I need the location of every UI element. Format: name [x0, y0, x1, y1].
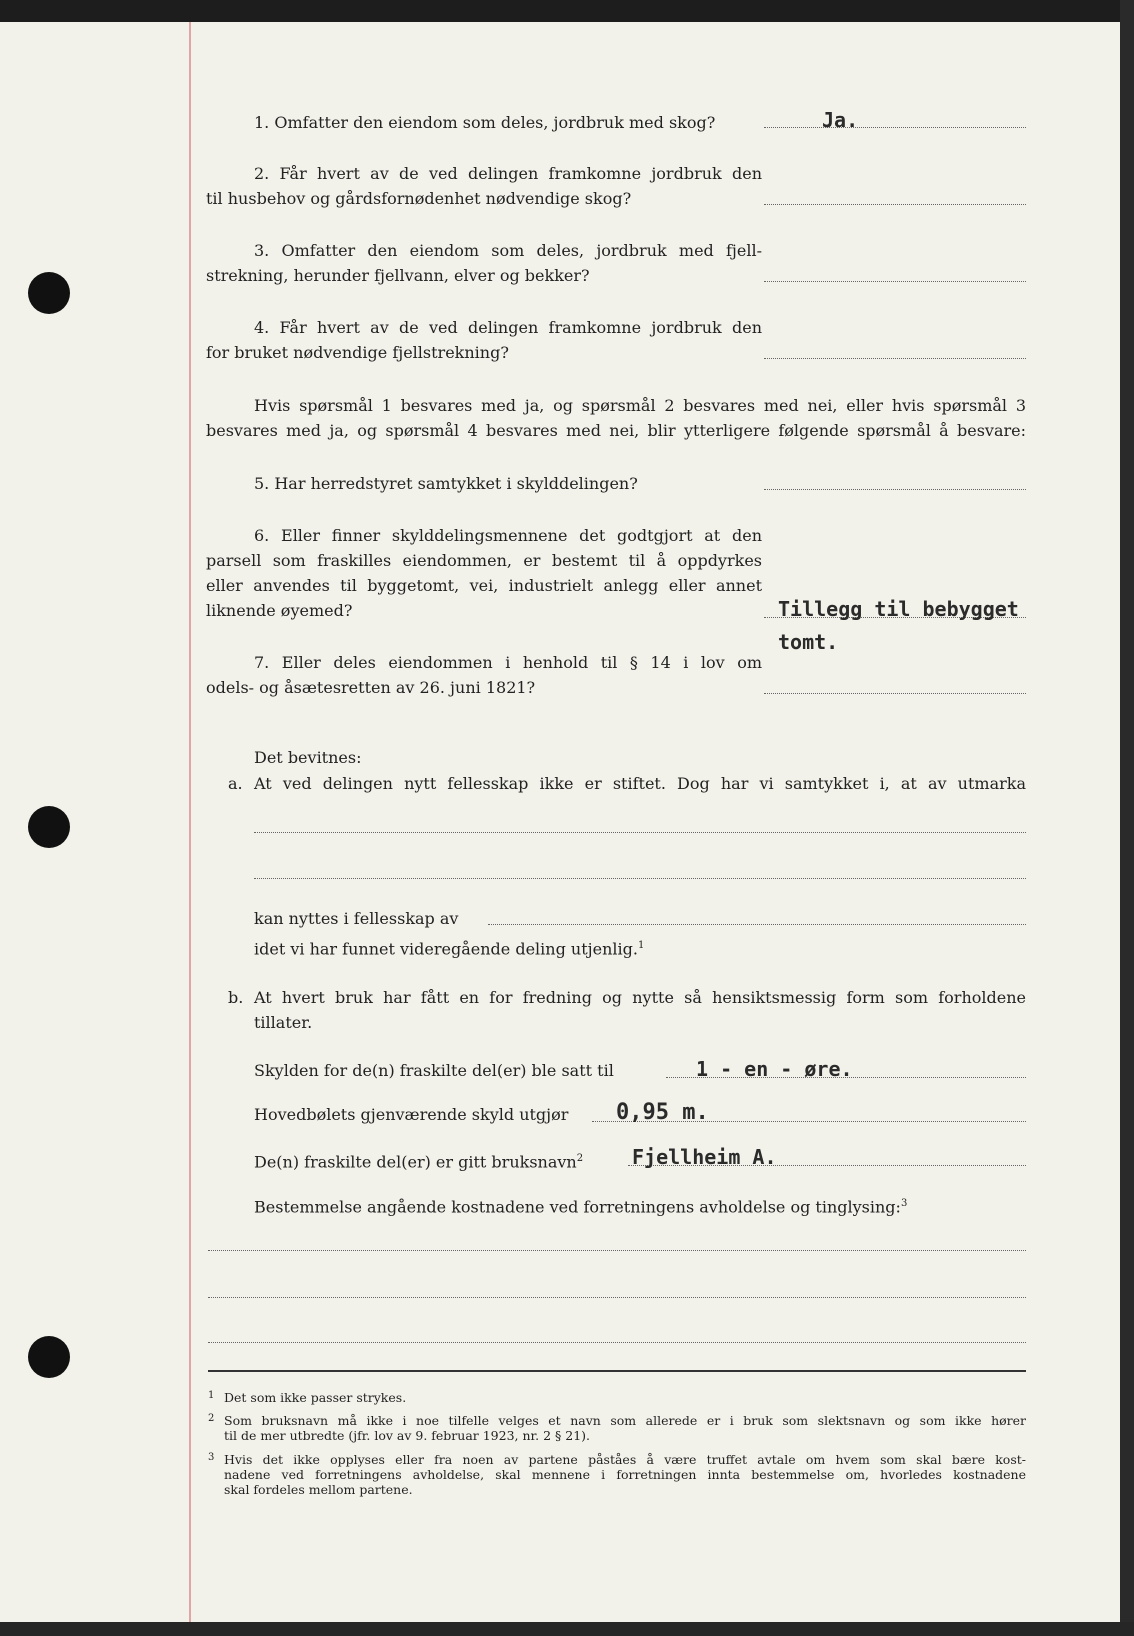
red-margin-line [189, 22, 191, 1622]
item-a-text: At ved delingen nytt fellesskap ikke er stiftet. Dog har vi samtykket i, at av utmarka [254, 774, 1026, 793]
certify-heading: Det bevitnes: [254, 748, 362, 767]
question-2-line-1: 2. Får hvert av de ved delingen framkomne jordbruk den [254, 164, 762, 183]
answer-line [254, 878, 1026, 879]
question-7-line-1: 7. Eller deles eiendommen i henhold til § 14 i lov om [254, 653, 762, 672]
skylden-value: 1 - en - øre. [696, 1057, 853, 1081]
answer-line [208, 1250, 1026, 1251]
scan-bottom-edge [0, 1622, 1134, 1636]
item-b-label: b. [228, 988, 244, 1007]
idet-text [254, 933, 644, 961]
answer-line [208, 1297, 1026, 1298]
answer-line [208, 1342, 1026, 1343]
kan-nyttes-label: kan nyttes i fellesskap av [254, 909, 459, 928]
item-a-label: a. [228, 774, 243, 793]
question-4-line-2: for bruket nødvendige fjellstrekning? [206, 343, 509, 362]
footnote-rule [208, 1370, 1026, 1372]
punch-hole [28, 272, 70, 314]
answer-line [488, 924, 1026, 925]
footnote-2-line-2: til de mer utbredte (jfr. lov av 9. februar 1923, nr. 2 § 21). [224, 1428, 590, 1443]
question-6-line-4: liknende øyemed? [206, 601, 353, 620]
question-5: 5. Har herredstyret samtykket i skylddelingen? [254, 474, 638, 493]
idet-text-body: idet vi har funnet videregående deling utjenlig. [254, 939, 638, 959]
question-6-line-1: 6. Eller finner skylddelingsmennene det godtgjort at den [254, 526, 762, 545]
footnote-3-line-2: nadene ved forretningens avholdelse, skal mennene i forretningen innta bestemmelse om, hvorledes kostnadene [224, 1467, 1026, 1482]
question-6-answer-line-2: tomt. [778, 630, 839, 654]
footnote-number-1: 1 [208, 1390, 215, 1401]
question-6-line-3: eller anvendes til byggetomt, vei, industrielt anlegg eller annet [206, 576, 762, 595]
bruksnavn-label [254, 1146, 583, 1174]
punch-hole [28, 1336, 70, 1378]
instruction-line-2: besvares med ja, og spørsmål 4 besvares med nei, blir ytterligere følgende spørsmål å besvare: [206, 421, 1026, 440]
question-4-line-1: 4. Får hvert av de ved delingen framkomne jordbruk den [254, 318, 762, 337]
footnote-number-3: 3 [208, 1452, 215, 1463]
punch-hole [28, 806, 70, 848]
scan-right-edge [1120, 0, 1134, 1636]
skylden-label: Skylden for de(n) fraskilte del(er) ble satt til [254, 1061, 614, 1080]
instruction-line-1: Hvis spørsmål 1 besvares med ja, og spørsmål 2 besvares med nei, eller hvis spørsmål 3 [254, 396, 1026, 415]
answer-line [764, 127, 1026, 128]
answer-line [764, 204, 1026, 205]
answer-line [764, 281, 1026, 282]
question-6-line-2: parsell som fraskilles eiendommen, er bestemt til å oppdyrkes [206, 551, 762, 570]
bestemmelse-label-text: Bestemmelse angående kostnadene ved forretningens avholdelse og tinglysing: [254, 1197, 901, 1217]
item-b-line-2: tillater. [254, 1013, 313, 1032]
answer-line [764, 693, 1026, 694]
question-2-line-2: til husbehov og gårdsfornødenhet nødvendige skog? [206, 189, 632, 208]
footnote-ref-1: 1 [637, 940, 645, 951]
question-3-line-2: strekning, herunder fjellvann, elver og bekker? [206, 266, 590, 285]
scan-top-edge [0, 0, 1134, 22]
question-7-line-2: odels- og åsætesretten av 26. juni 1821? [206, 678, 536, 697]
question-1-answer: Ja. [822, 108, 859, 132]
answer-line [764, 489, 1026, 490]
footnote-number-2: 2 [208, 1413, 215, 1424]
bruksnavn-value: Fjellheim A. [632, 1145, 777, 1169]
footnote-ref-3: 3 [900, 1198, 908, 1209]
bestemmelse-label [254, 1191, 907, 1219]
bruksnavn-label-text: De(n) fraskilte del(er) er gitt bruksnavn [254, 1152, 577, 1172]
item-b-line-1: At hvert bruk har fått en for fredning og nytte så hensiktsmessig form som forholdene [254, 988, 1026, 1007]
hovedbol-label: Hovedbølets gjenværende skyld utgjør [254, 1105, 569, 1124]
question-6-answer-line-1: Tillegg til bebygget [778, 597, 1019, 621]
footnote-1: Det som ikke passer strykes. [224, 1390, 407, 1405]
answer-line [764, 358, 1026, 359]
footnote-ref-2: 2 [576, 1153, 584, 1164]
answer-line [254, 832, 1026, 833]
hovedbol-value: 0,95 m. [616, 1100, 709, 1125]
footnote-3-line-1: Hvis det ikke opplyses eller fra noen av partene påståes å være truffet avtale om hvem som skal bære kost- [224, 1452, 1026, 1467]
question-1: 1. Omfatter den eiendom som deles, jordbruk med skog? [254, 113, 716, 132]
question-3-line-1: 3. Omfatter den eiendom som deles, jordbruk med fjell- [254, 241, 762, 260]
footnote-3-line-3: skal fordeles mellom partene. [224, 1482, 413, 1497]
footnote-2-line-1: Som bruksnavn må ikke i noe tilfelle velges et navn som allerede er i bruk som slektsnavn og som ikke hører [224, 1413, 1026, 1428]
